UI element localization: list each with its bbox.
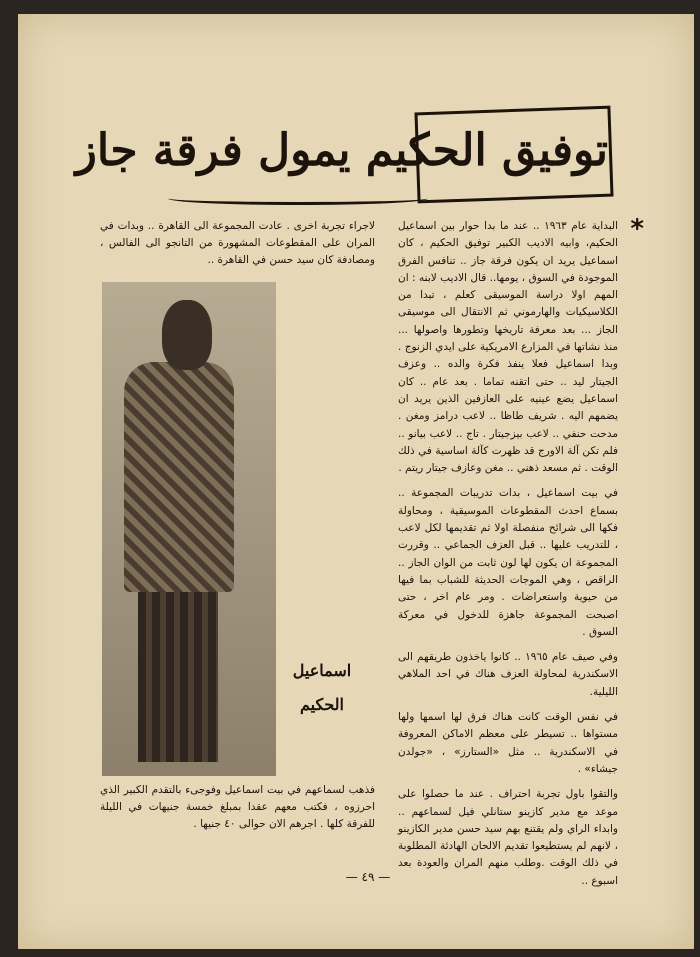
star-ornament: * [630,214,644,244]
paragraph: في نفس الوقت كانت هناك فرق لها اسمها ولها مستواها .. تسيطر على معظم الاماكن المعروفة في الاسكندرية .. مثل «الستارز» ، «جولدن جيشاء» . [398,711,618,775]
caption-line: اسماعيل [292,661,352,680]
article-right-column [398,218,618,898]
photo-figure-legs [138,582,218,762]
magazine-page [18,14,694,949]
paragraph: في بيت اسماعيل ، بدات تدريبات المجموعة .. بسماع احدث المقطوعات الموسيقية ، ومحاولة فكها الى شرائح منفصلة اولا ثم تقديمها لكل لاعب ، للتدريب عليها .. قبل العزف الجماعي .. وقررت المجموعة ان يكون لها لون ثابت من الوان الجاز .. الراقص ، وهي الموجات الحديثة للشباب بما فيها من حيوية واستعراضات . ومر عام اخر ، حتى اصبحت المجموعة جاهزة للدخول في معركة السوق . [398,487,618,638]
article-title: توفيق الحكيم يمول فرقة جاز [75,125,608,176]
photo-caption [282,654,362,722]
article-left-column-bottom: فذهب لسماعهم في بيت اسماعيل وفوجىء بالتقدم الكبير الذي احرزوه ، فكتب معهم عقدا بمبلغ خمسة جنيهات في الليلة للفرقة كلها . اجرهم الان حوالى ٤٠ جنيها . [100,784,375,830]
paragraph: والتقوا باول تجربة احتراف . عند ما حصلوا على موعد مع مدير كازينو ستانلي فيل لسماعهم .. وابداء الراي ولم يقتنع بهم سيد حسن مدير الكازينو ، لانهم لم يستطيعوا تقديم الالحان الهادئة المطلوبة في ذلك الوقت .وطلب منهم المران والعودة بعد اسبوع .. [398,788,618,887]
title-underline-swash [168,192,428,205]
photo-figure-body [124,362,234,592]
paragraph: البداية عام ١٩٦٣ .. عند ما بدا حوار بين اسماعيل الحكيم، وابيه الاديب الكبير توفيق الحكيم ، كان اسماعيل يريد ان يكون فرقة جاز .. تنافس الفرق الموجودة في السوق ، يومها.. قال الاديب لابنه : ان المهم اولا دراسة الموسيقى كعلم ، تبدا من الكلاسيكيات والهارموني ثم الانتقال الى موسيقى الجاز ... بعد معرفة تاريخها وتطورها واصولها ... منذ نشاتها في المزارع الامريكية على ايدي الزنوج . وبدا اسماعيل فعلا ينفذ فكرة والده .. وعزف الجيتار ليد .. حتى اتقنه تماما . بعد عام .. كان اسماعيل يضع عينيه على العازفين الذين يريد ان يضمهم اليه . شريف طاظا .. لاعب درامز ومغن . مدحت حنفي .. لاعب بيزجيتار . تاج .. لاعب بيانو .. فلم تكن آلة الاورج قد ظهرت كآلة اساسية في ذلك الوقت . ثم مسعد ذهني .. مغن وعازف جيتار ريتم . [398,220,619,475]
article-left-column-top: لاجراء تجربة اخرى . عادت المجموعة الى القاهرة .. وبدات في المران على المقطوعات المشهورة من التانجو الى الفالس ، ومصادفة كان سيد حسن في القاهرة .. [100,220,375,266]
caption-line: الحكيم [300,695,344,714]
page-number: — ٤٩ — [345,870,391,884]
paragraph: وفي صيف عام ١٩٦٥ .. كانوا ياخذون طريقهم الى الاسكندرية لمحاولة العزف هناك في احد الملاهي الليلية. [398,651,618,698]
portrait-photo [102,282,276,776]
photo-figure-head [162,300,212,370]
